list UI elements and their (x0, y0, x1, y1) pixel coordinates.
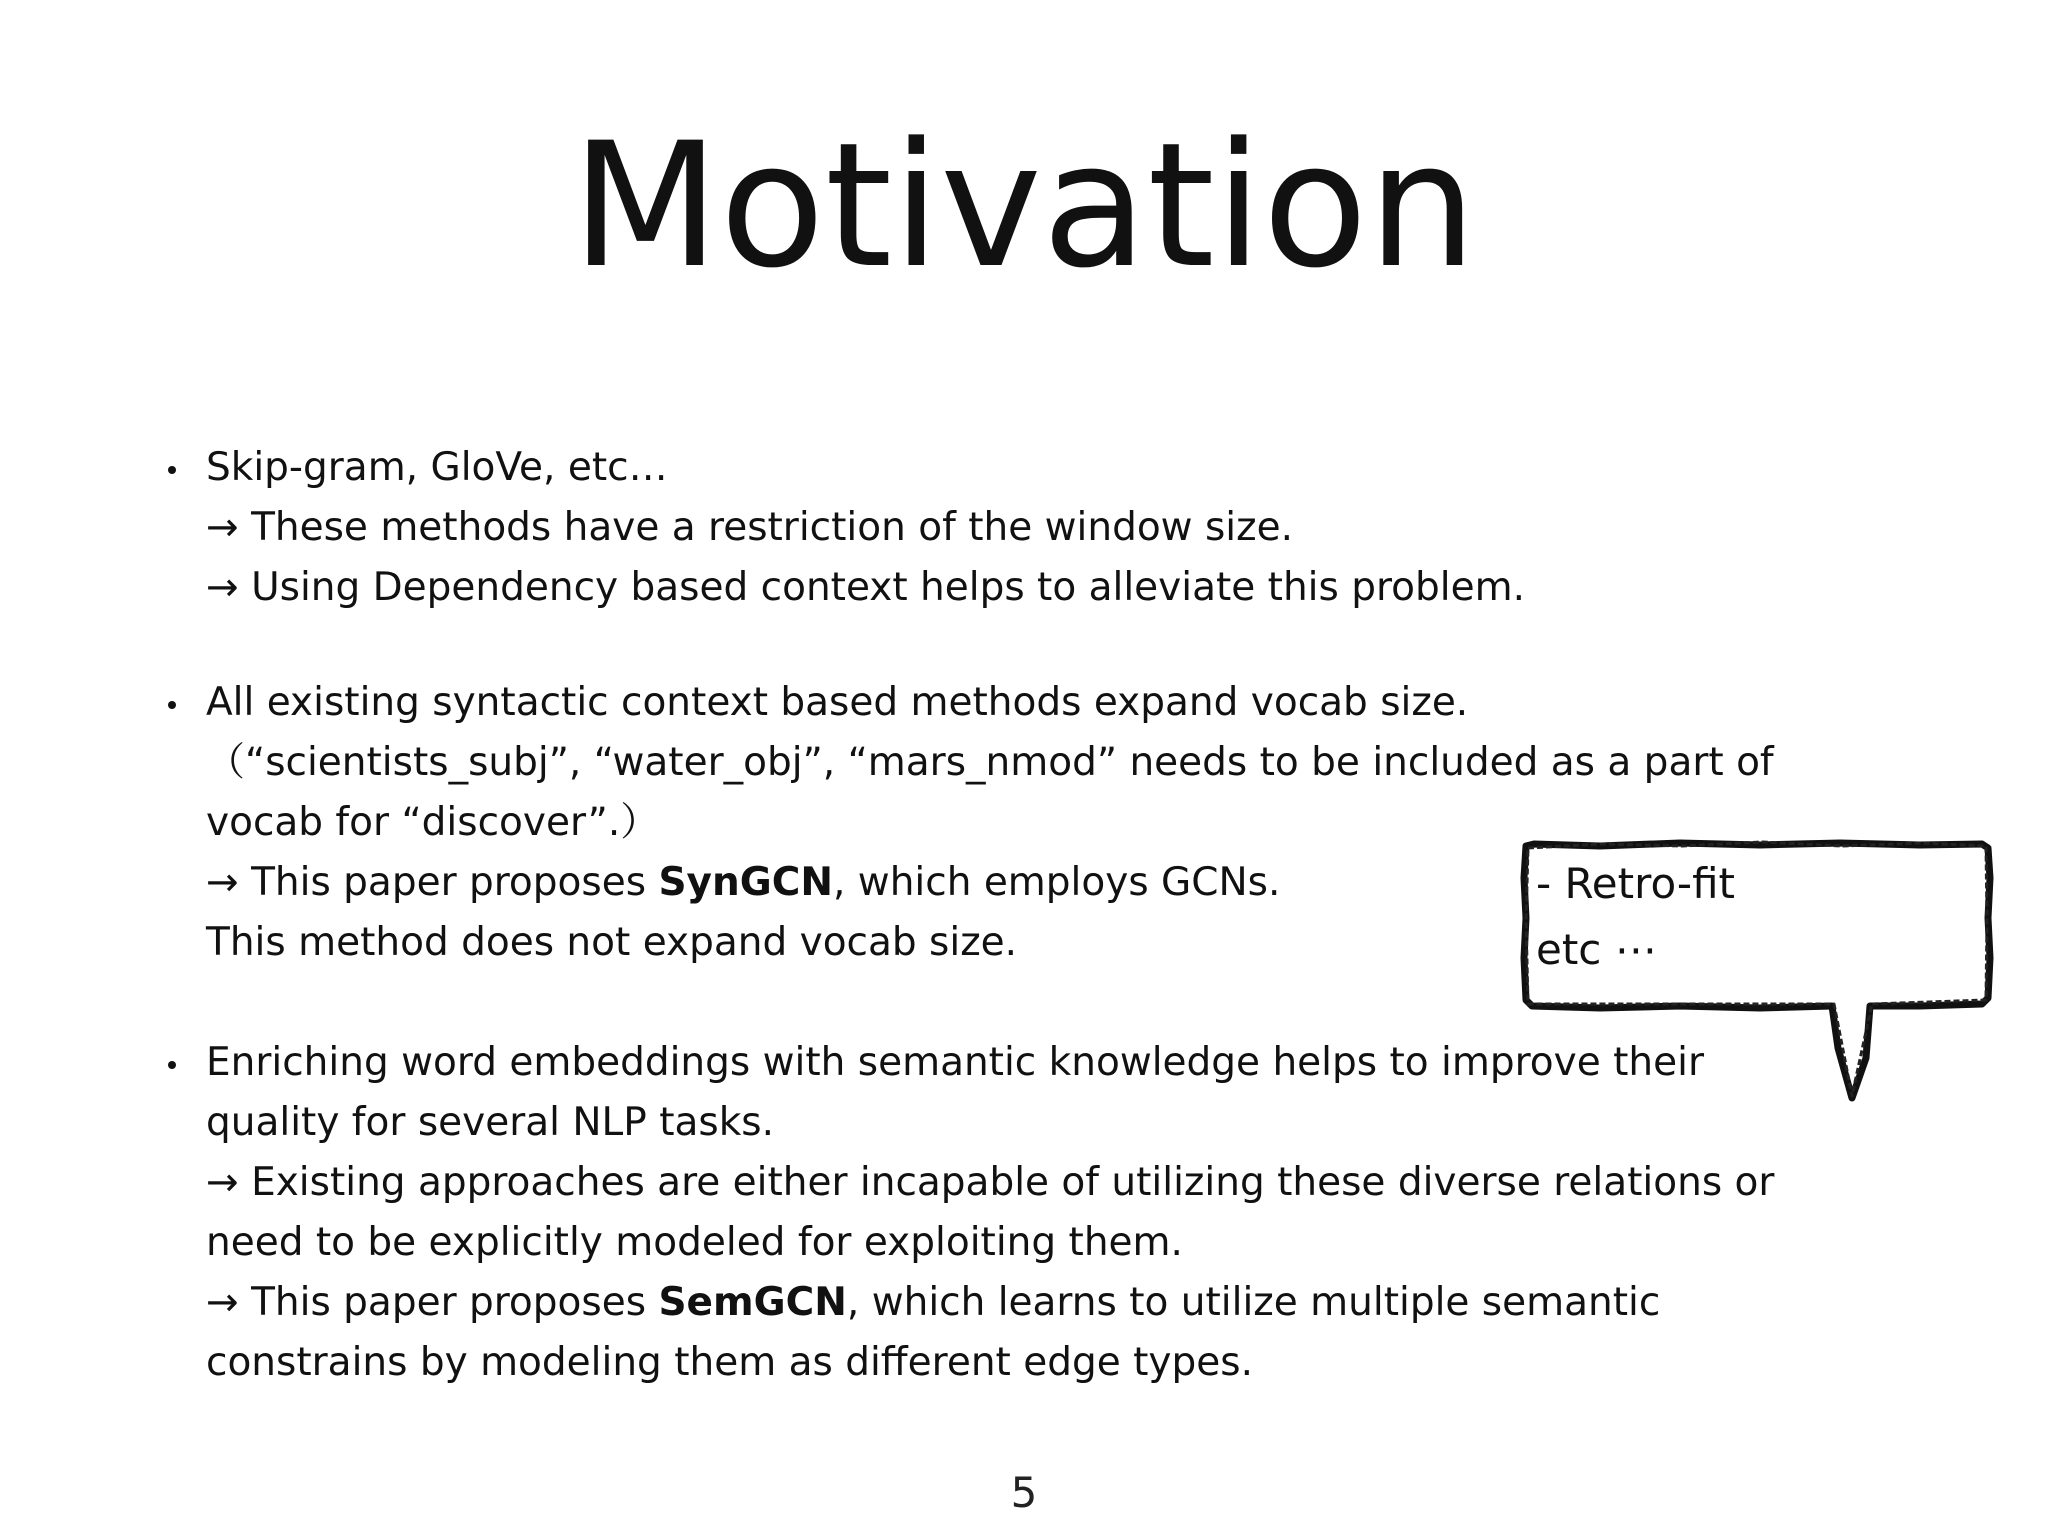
bullet-line: （“scientists_subj”, “water_obj”, “mars_nmod” needs to be included as a part of (206, 740, 1774, 785)
line-text: , which employs GCNs. (833, 860, 1281, 905)
line-text: → This paper proposes (206, 860, 659, 905)
method-name-semgcn: SemGCN (658, 1280, 847, 1325)
callout-line: - Retro-fit (1536, 859, 1736, 908)
bullet-line: → Using Dependency based context helps to alleviate this problem. (206, 565, 1525, 610)
bullet-line: → Existing approaches are either incapable of utilizing these diverse relations or (206, 1160, 1775, 1205)
bullet-line: All existing syntactic context based methods expand vocab size. (206, 680, 1469, 725)
bullet-line (206, 853, 1280, 913)
bullet-line: need to be explicitly modeled for exploiting them. (206, 1220, 1183, 1265)
callout-line: etc ⋯ (1536, 925, 1657, 974)
bullet-line (206, 1273, 1660, 1333)
method-name-syngcn: SynGCN (658, 860, 834, 905)
bullet-line: This method does not expand vocab size. (206, 920, 1018, 965)
bullet-line: vocab for “discover”.） (206, 800, 660, 845)
page-number: 5 (1010, 1468, 1038, 1517)
bullet-line: Skip-gram, GloVe, etc… (206, 445, 668, 490)
bullet-dot-icon (168, 466, 176, 474)
slide-title: Motivation (571, 105, 1477, 306)
speech-bubble-callout (1520, 838, 1996, 998)
bullet-line: quality for several NLP tasks. (206, 1100, 775, 1145)
line-text: , which learns to utilize multiple semantic (846, 1280, 1661, 1325)
bullet-dot-icon (168, 701, 176, 709)
bullet-line: constrains by modeling them as different edge types. (206, 1340, 1253, 1385)
bullet-line: → These methods have a restriction of the window size. (206, 505, 1293, 550)
bullet-dot-icon (168, 1061, 176, 1069)
line-text: → This paper proposes (206, 1280, 659, 1325)
bullet-line: Enriching word embeddings with semantic knowledge helps to improve their (206, 1040, 1704, 1085)
